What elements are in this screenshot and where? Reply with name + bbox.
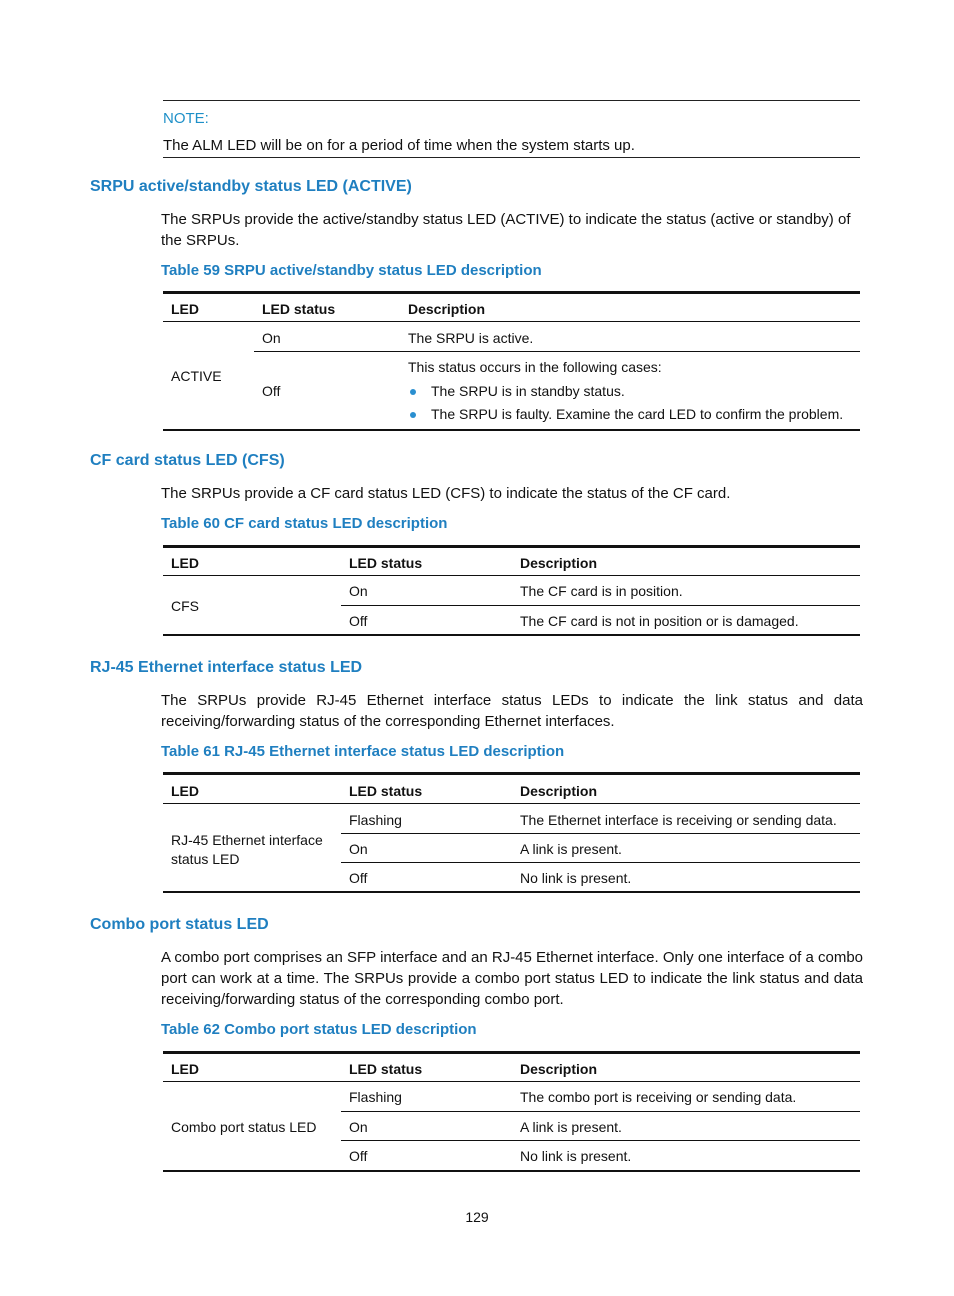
led-status: On xyxy=(349,583,368,599)
note-label: NOTE: xyxy=(163,110,209,127)
paragraph-active: The SRPUs provide the active/standby status LED (ACTIVE) to indicate the status (active or standby) of the SRPUs. xyxy=(161,211,851,249)
bullet-icon xyxy=(410,412,416,418)
note-box xyxy=(163,100,860,158)
section-heading-rj45: RJ-45 Ethernet interface status LED xyxy=(90,659,363,676)
led-name: Combo port status LED xyxy=(171,1119,317,1135)
led-description: No link is present. xyxy=(520,1148,632,1164)
led-status: Flashing xyxy=(349,812,402,828)
table-62 xyxy=(163,1051,860,1175)
col-header-status: LED status xyxy=(349,783,423,799)
table-caption-62: Table 62 Combo port status LED description xyxy=(161,1021,477,1038)
led-description: No link is present. xyxy=(520,870,632,886)
led-description: The combo port is receiving or sending data. xyxy=(520,1089,797,1105)
led-description: The CF card is in position. xyxy=(520,583,683,599)
col-header-description: Description xyxy=(520,783,598,799)
led-name: RJ-45 Ethernet interface xyxy=(171,832,323,848)
led-status: On xyxy=(262,330,281,346)
col-header-status: LED status xyxy=(262,301,336,317)
led-name: CFS xyxy=(171,598,199,614)
bullet-icon xyxy=(410,389,416,395)
led-description: A link is present. xyxy=(520,1119,622,1135)
table-60 xyxy=(163,545,860,638)
led-description: A link is present. xyxy=(520,841,622,857)
led-status: Flashing xyxy=(349,1089,402,1105)
page-number: 129 xyxy=(465,1209,489,1225)
led-status: Off xyxy=(349,613,368,629)
section-heading-combo: Combo port status LED xyxy=(90,916,269,933)
paragraph-cfs: The SRPUs provide a CF card status LED (CFS) to indicate the status of the CF card. xyxy=(161,485,731,502)
col-header-led: LED xyxy=(171,783,199,799)
table-caption-59: Table 59 SRPU active/standby status LED description xyxy=(161,262,542,279)
led-status: On xyxy=(349,841,368,857)
led-description: The Ethernet interface is receiving or sending data. xyxy=(520,812,837,828)
bullet-text: The SRPU is faulty. Examine the card LED to confirm the problem. xyxy=(431,406,844,422)
led-description: The CF card is not in position or is damaged. xyxy=(520,613,799,629)
col-header-led: LED xyxy=(171,1061,199,1077)
led-name: status LED xyxy=(171,851,240,867)
col-header-description: Description xyxy=(408,301,486,317)
paragraph-combo: A combo port comprises an SFP interface and an RJ-45 Ethernet interface. Only one interface of a combo port can work at a time. The SRPUs provide a combo port status LED to indicate the link status and data receiving/forwarding status of the corresponding combo port. xyxy=(161,949,863,1008)
bullet-text: The SRPU is in standby status. xyxy=(431,383,625,399)
led-status: On xyxy=(349,1119,368,1135)
col-header-description: Description xyxy=(520,555,598,571)
led-description: The SRPU is active. xyxy=(408,330,534,346)
col-header-description: Description xyxy=(520,1061,598,1077)
table-caption-61: Table 61 RJ-45 Ethernet interface status LED description xyxy=(161,743,565,760)
note-text: The ALM LED will be on for a period of time when the system starts up. xyxy=(163,137,635,154)
led-status: Off xyxy=(349,1148,368,1164)
col-header-led: LED xyxy=(171,301,199,317)
table-61 xyxy=(163,772,860,896)
table-59 xyxy=(163,291,860,432)
col-header-status: LED status xyxy=(349,1061,423,1077)
section-heading-active: SRPU active/standby status LED (ACTIVE) xyxy=(90,178,412,195)
led-description: This status occurs in the following cases: xyxy=(408,359,662,375)
led-name: ACTIVE xyxy=(171,368,222,384)
section-heading-cfs: CF card status LED (CFS) xyxy=(90,452,285,469)
led-status: Off xyxy=(349,870,368,886)
table-caption-60: Table 60 CF card status LED description xyxy=(161,515,448,532)
paragraph-rj45: The SRPUs provide RJ-45 Ethernet interface status LEDs to indicate the link status and data receiving/forwarding status of the corresponding Ethernet interfaces. xyxy=(161,692,863,730)
col-header-status: LED status xyxy=(349,555,423,571)
col-header-led: LED xyxy=(171,555,199,571)
led-status: Off xyxy=(262,383,281,399)
